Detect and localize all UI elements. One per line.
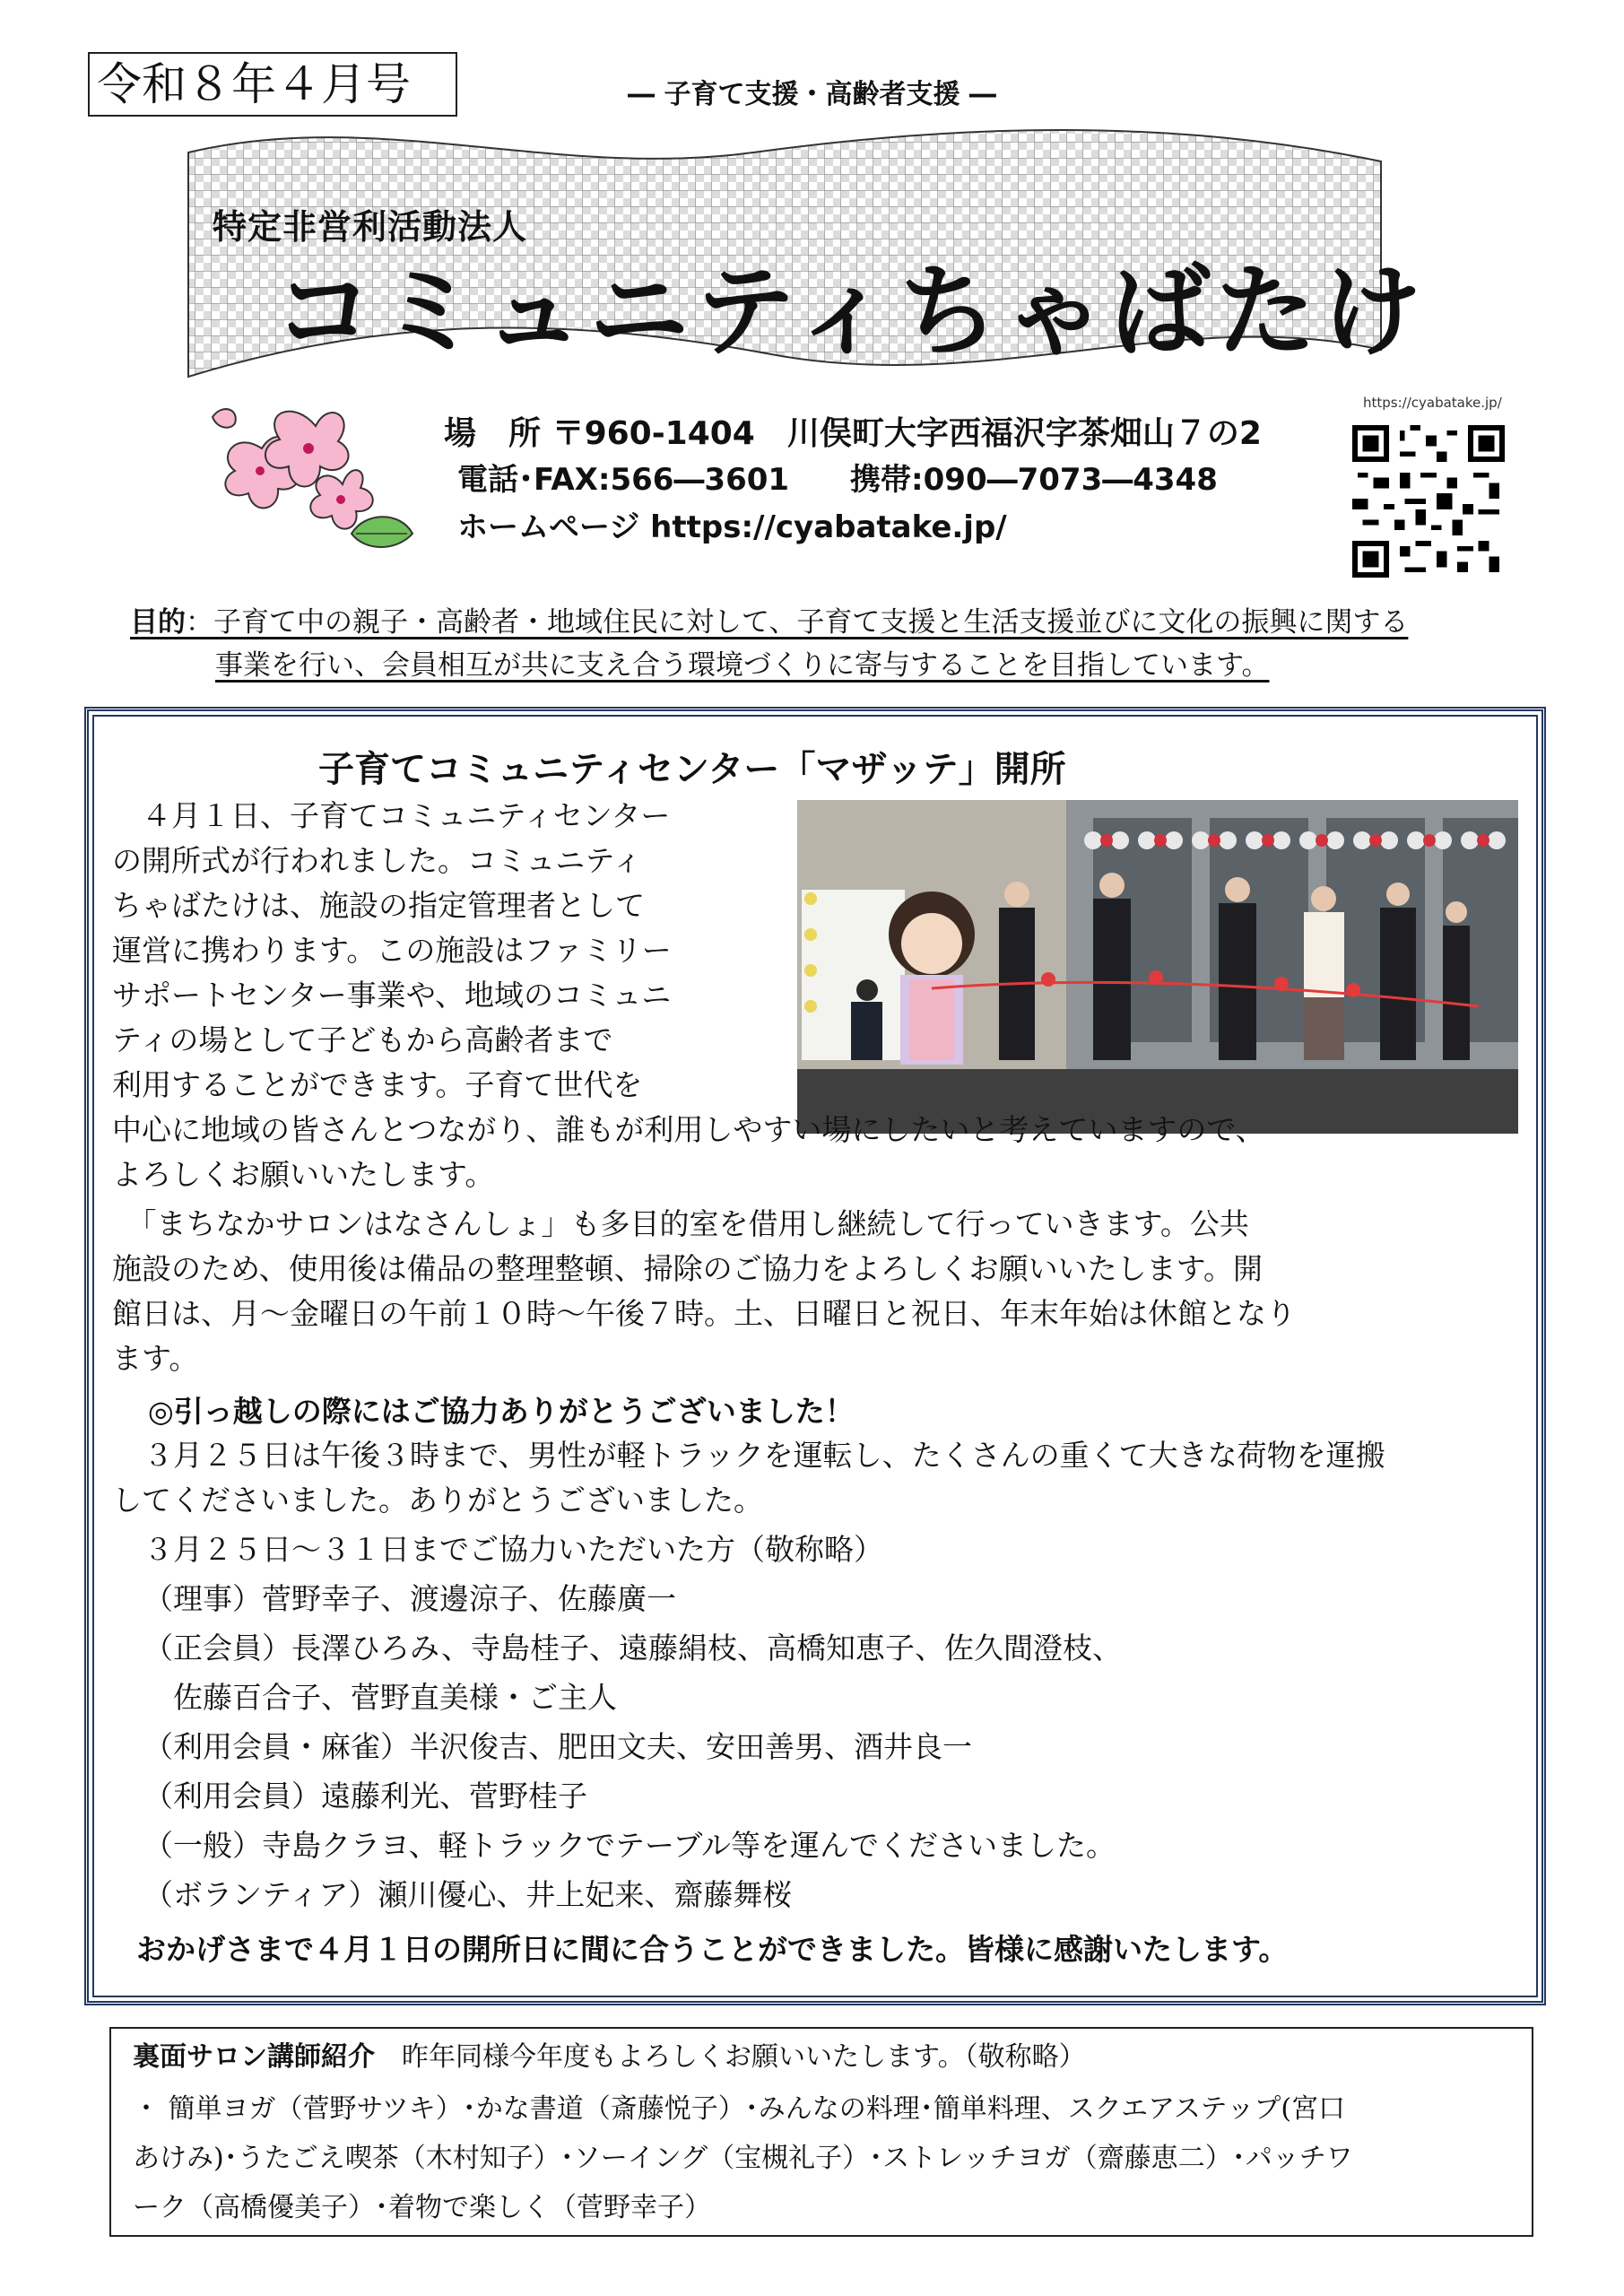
thanks-line: ３月２５日は午後３時まで、男性が軽トラックを運転し、たくさんの重くて大きな荷物を運搬 <box>143 1438 1385 1473</box>
salon-line: ーク（高橋優美子）･着物で楽しく（菅野幸子） <box>133 2192 711 2223</box>
address-line <box>444 414 1262 454</box>
helper-line: （正会員）長澤ひろみ、寺島桂子、遠藤絹枝、高橋知恵子、佐久間澄枝、 <box>143 1631 1122 1665</box>
opening-ceremony-photo <box>797 800 1518 1134</box>
sakura-logo-icon <box>208 377 416 565</box>
helper-line: （一般）寺島クラヨ、軽トラックでテーブル等を運んでくださいました。 <box>143 1828 1116 1863</box>
homepage-link[interactable]: https://cyabatake.jp/ <box>650 509 1007 545</box>
helper-line: （利用会員）遠藤利光、菅野桂子 <box>143 1779 587 1813</box>
phone-line: 電話･FAX:566―3601 携帯:090―7073―4348 <box>457 462 1218 498</box>
address-label: 場 所 <box>444 415 542 452</box>
salon-line: ・ 簡単ヨガ（菅野サツキ）･かな書道（斎藤悦子）･みんなの料理･簡単料理、スクエアステップ(宮口 <box>133 2093 1346 2125</box>
salon-header <box>133 2038 1086 2077</box>
article-line: 利用することができます。子育て世代を <box>112 1067 643 1102</box>
helper-line: （ボランティア）瀬川優心、井上妃来、齋藤舞桜 <box>143 1877 793 1912</box>
qr-code-icon[interactable] <box>1352 425 1505 578</box>
article-line: 館日は、月～金曜日の午前１０時～午後７時。土、日曜日と祝日、年末年始は休館となり <box>112 1296 1296 1331</box>
article-line: 施設のため、使用後は備品の整理整頓、掃除のご協力をよろしくお願いいたします。開 <box>112 1251 1264 1286</box>
purpose-line-1 <box>130 603 1408 642</box>
article-line: の開所式が行われました。コミュニティ <box>112 843 642 878</box>
helper-line: 佐藤百合子、菅野直美様・ご主人 <box>143 1680 617 1715</box>
salon-title: 裏面サロン講師紹介 <box>133 2041 375 2073</box>
homepage-label: ホームページ <box>457 509 640 545</box>
article-line: ちゃばたけは、施設の指定管理者として <box>112 888 645 923</box>
address-value: 〒960-1404 川俣町大字西福沢字茶畑山７の2 <box>551 415 1262 452</box>
issue-label: 令和８年４月号 <box>88 52 457 117</box>
article-line: 「まちなかサロンはなさんしょ」も多目的室を借用し継続して行っていきます。公共 <box>112 1206 1249 1241</box>
article-line: 運営に携わります。この施設はファミリー <box>112 933 672 968</box>
article-line: サポートセンター事業や、地域のコミュニ <box>112 978 672 1013</box>
article-line: よろしくお願いいたします。 <box>112 1157 495 1192</box>
article-line: 中心に地域の皆さんとつながり、誰もが利用しやすい場にしたいと考えていますので、 <box>112 1112 1265 1147</box>
organization-name: コミュニティちゃばたけ <box>274 254 1428 370</box>
salon-intro: 昨年同様今年度もよろしくお願いいたします。（敬称略） <box>375 2041 1086 2073</box>
purpose-text-1: ：子育て中の親子・高齢者・地域住民に対して、子育て支援と生活支援並びに文化の振興に関する <box>186 606 1409 639</box>
qr-caption: https://cyabatake.jp/ <box>1363 395 1502 411</box>
thanks-line: してくださいました。ありがとうございました。 <box>112 1483 763 1518</box>
helper-line: （理事）菅野幸子、渡邊涼子、佐藤廣一 <box>143 1581 676 1616</box>
thanks-heading: ◎引っ越しの際にはご協力ありがとうございました！ <box>148 1394 855 1429</box>
purpose-label: 目的 <box>130 606 186 639</box>
article-line: ティの場として子どもから高齢者まで <box>112 1022 613 1057</box>
organization-type: 特定非営利活動法人 <box>213 207 528 247</box>
closing-line: おかげさまで４月１日の開所日に間に合うことができました。皆様に感謝いたします。 <box>136 1932 1289 1967</box>
homepage-line <box>457 508 1007 547</box>
article-line: ４月１日、子育てコミュニティセンター <box>112 798 671 833</box>
article-line: ます。 <box>112 1341 199 1376</box>
salon-line: あけみ)･うたごえ喫茶（木村知子）･ソーイング（宝槻礼子）･ストレッチヨガ（齋藤恵二）･パッチワ <box>133 2143 1353 2174</box>
helper-line: （利用会員・麻雀）半沢俊吉、肥田文夫、安田善男、酒井良一 <box>143 1729 972 1764</box>
purpose-line-2: 事業を行い、会員相互が共に支え合う環境づくりに寄与することを目指しています。 <box>215 649 1270 682</box>
newsletter-subtitle: ― 子育て支援・高齢者支援 ― <box>628 79 996 110</box>
article-heading: 子育てコミュニティセンター「マザッテ」開所 <box>318 749 1066 790</box>
thanks-line: ３月２５日～３１日までご協力いただいた方（敬称略） <box>143 1532 883 1567</box>
